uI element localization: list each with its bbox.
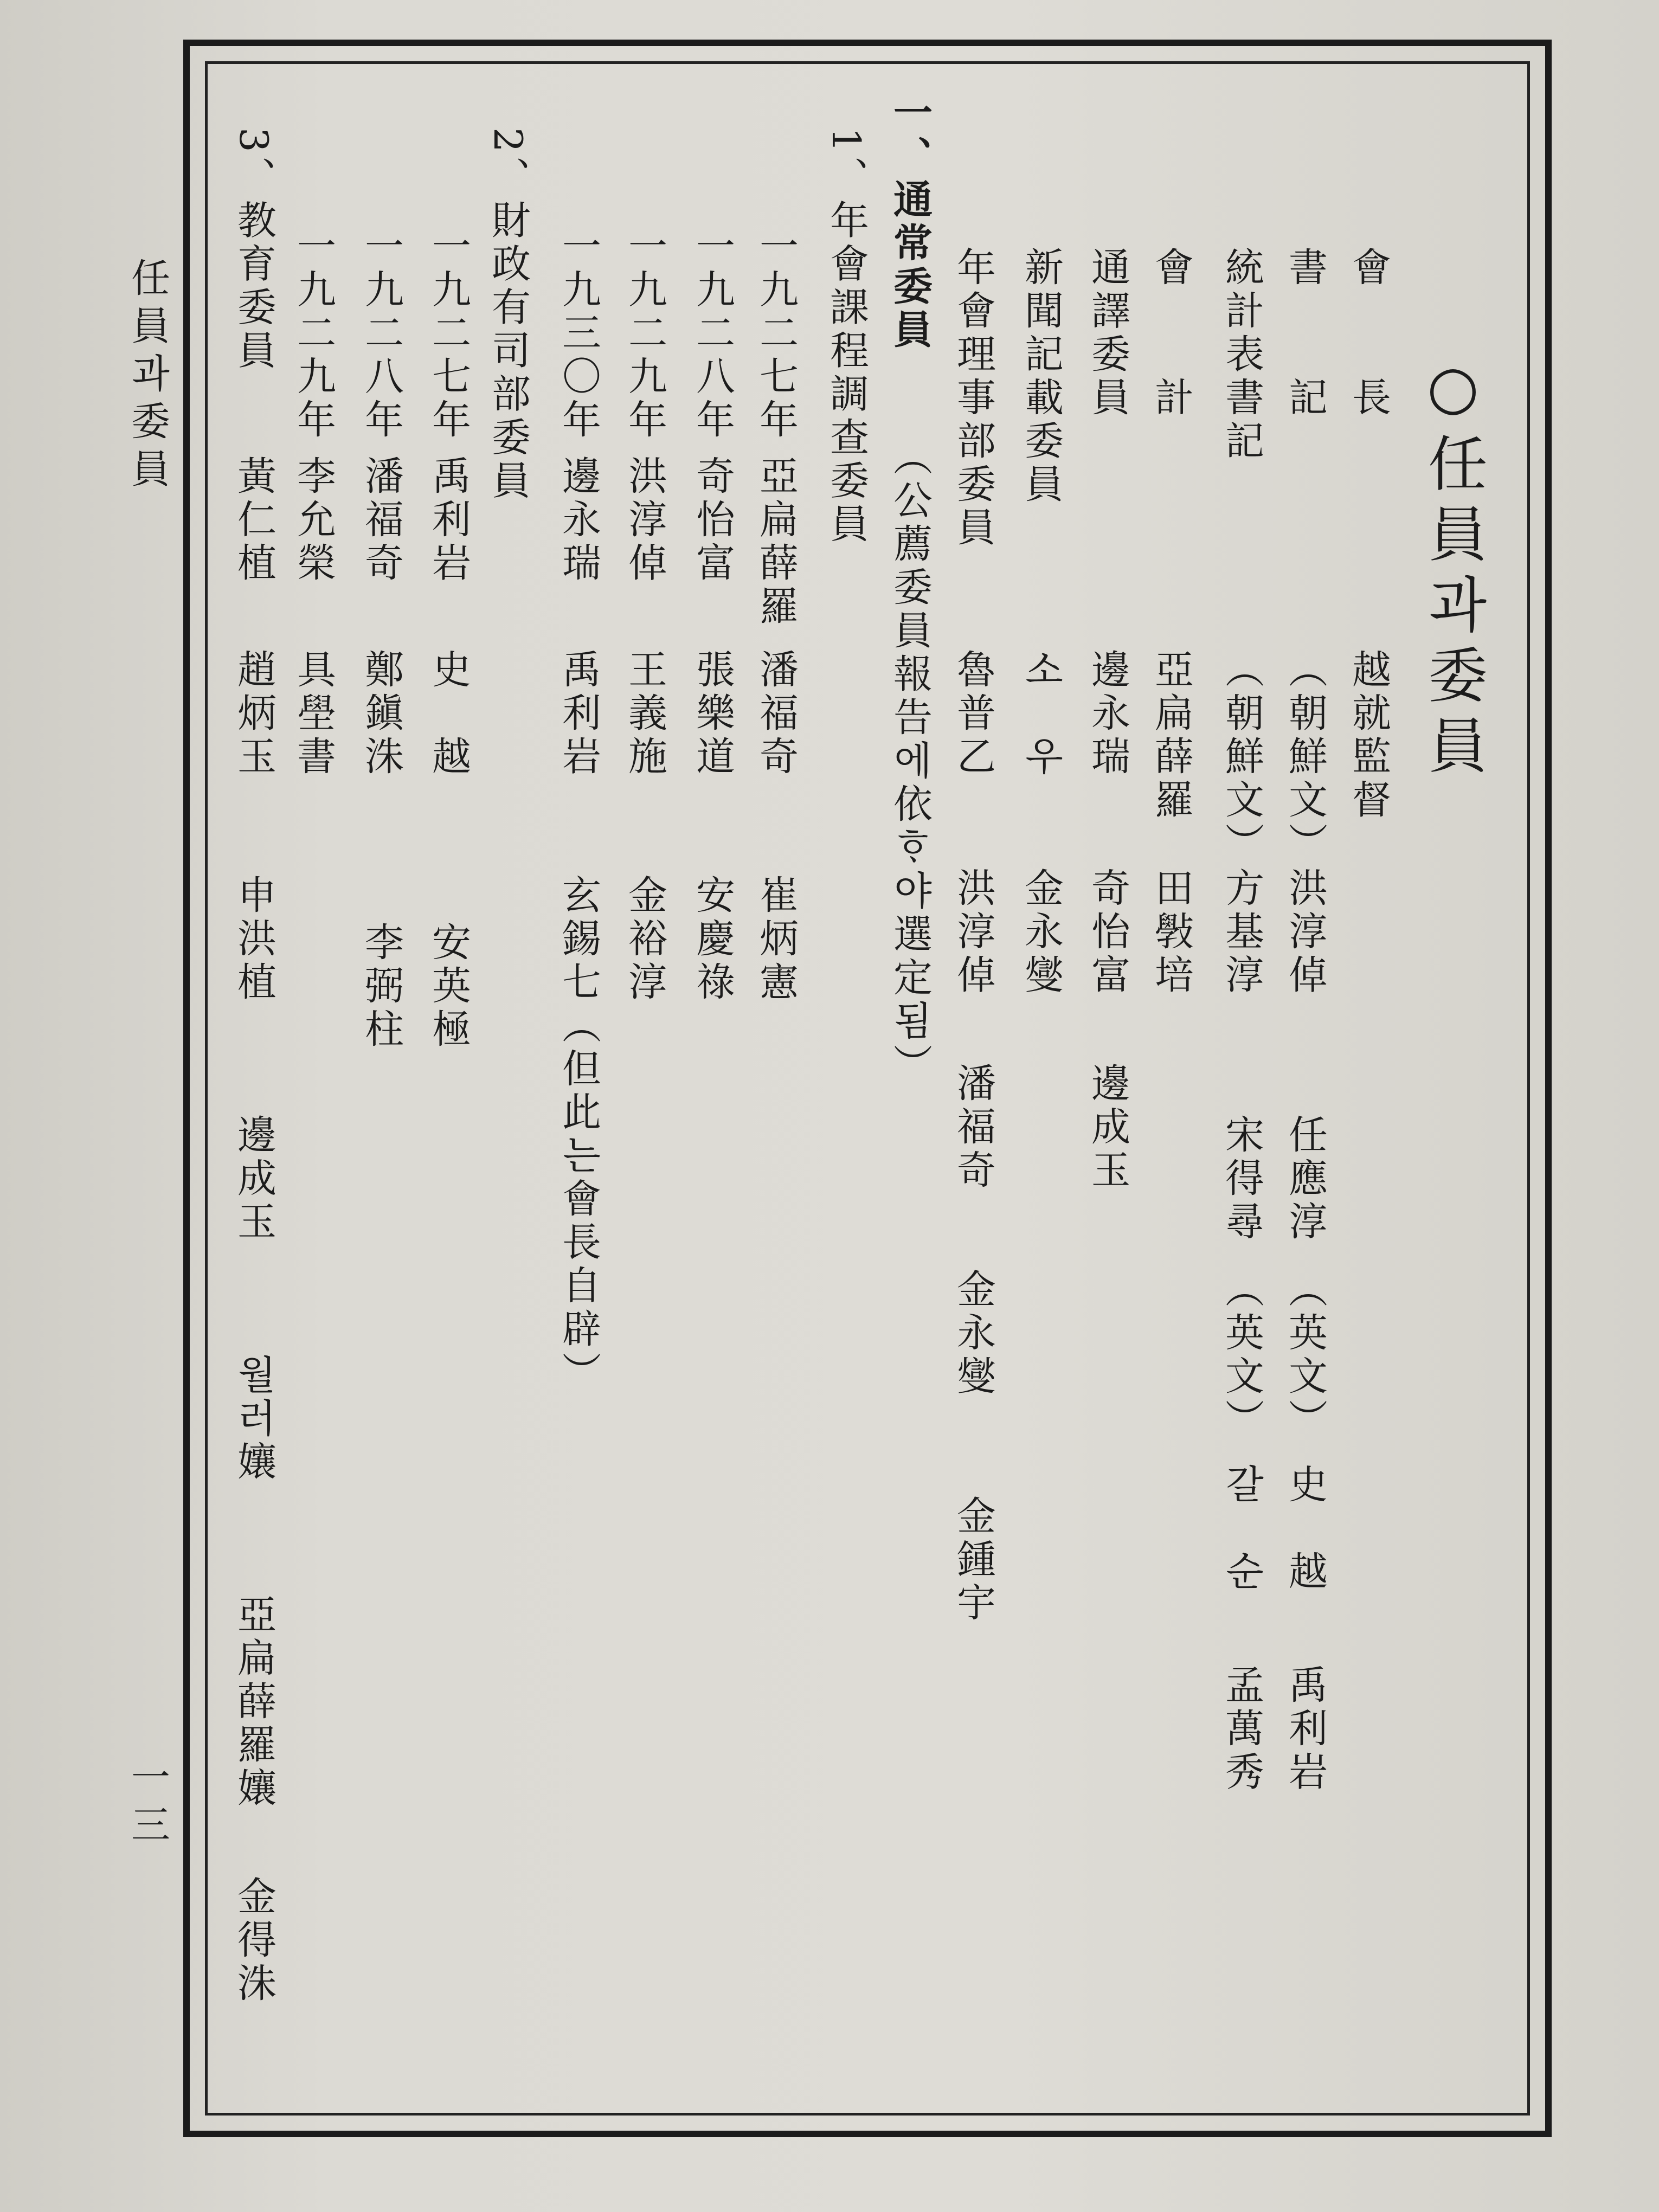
officer-name: 任應淳 xyxy=(1282,1114,1328,1244)
committee-year: 一九二九年 xyxy=(622,226,667,442)
officer-name: 金永燮 xyxy=(950,1269,996,1399)
committee-member: 潘福奇 xyxy=(753,649,799,779)
officer-name: 邊成玉 xyxy=(1085,1063,1130,1193)
officer-role: 會 計 xyxy=(1148,247,1194,420)
page-title: ○任員과委員 xyxy=(1418,352,1488,785)
committee-member: 월러孃 xyxy=(231,1354,276,1484)
committee-member: 金裕淳 xyxy=(622,874,667,1005)
running-title: 任員과委員 xyxy=(125,258,170,496)
committee-year: 一九二七年 xyxy=(753,226,799,442)
committee-member: 奇怡富 xyxy=(690,455,735,586)
page-number: 一三 xyxy=(125,1757,170,1852)
committee-member: 玄錫七（但此는會長自辟） xyxy=(556,874,601,1395)
subsection-heading: 3、教育委員 xyxy=(231,127,276,374)
committee-member: 邊成玉 xyxy=(231,1114,276,1244)
subsection-heading: 1、年會課程調查委員 xyxy=(824,127,869,547)
officer-name: （英文） xyxy=(1219,1269,1264,1442)
officer-role: 通譯委員 xyxy=(1085,247,1130,420)
officer-name: 史 越 xyxy=(1282,1464,1328,1594)
committee-member: 史 越 xyxy=(426,649,471,779)
officer-name: 갈 순 xyxy=(1219,1464,1264,1594)
officer-role: 書 記 xyxy=(1282,247,1328,420)
officer-name: 奇怡富 xyxy=(1085,867,1130,998)
committee-member: 亞扁薛羅孃 xyxy=(231,1594,276,1811)
officer-name: （朝鮮文） xyxy=(1219,649,1264,866)
committee-year: 一九二八年 xyxy=(358,226,404,442)
committee-member: 李允榮 xyxy=(291,455,336,586)
officer-name: 孟萬秀 xyxy=(1219,1664,1264,1795)
officer-name: 邊永瑞 xyxy=(1085,649,1130,779)
officer-name: 田斅培 xyxy=(1148,867,1194,998)
committee-member: 張樂道 xyxy=(690,649,735,779)
committee-year: 一九二七年 xyxy=(426,226,471,442)
officer-name: 亞扁薛羅 xyxy=(1148,649,1194,822)
officer-name: 魯普乙 xyxy=(950,649,996,779)
officer-role: 會 長 xyxy=(1346,247,1391,420)
committee-member: 禹利岩 xyxy=(556,649,601,779)
officer-name: 方基淳 xyxy=(1219,867,1264,998)
officer-name: 洪淳倬 xyxy=(1282,867,1328,998)
committee-member: 王義施 xyxy=(622,649,667,779)
committee-member: 申洪植 xyxy=(231,874,276,1005)
officer-name: 洪淳倬 xyxy=(950,867,996,998)
officer-name: 宋得尋 xyxy=(1219,1114,1264,1244)
committee-member: 洪淳倬 xyxy=(622,455,667,586)
committee-member: 邊永瑞 xyxy=(556,455,601,586)
officer-name: 소 우 xyxy=(1018,649,1064,779)
officer-role: 年會理事部委員 xyxy=(950,247,996,550)
officer-role: 新聞記載委員 xyxy=(1018,247,1064,507)
committee-member: 金得洙 xyxy=(231,1876,276,2006)
committee-member: 潘福奇 xyxy=(358,455,404,586)
committee-member: 安英極 xyxy=(426,922,471,1052)
committee-member: 黃仁植 xyxy=(231,455,276,586)
committee-member: 崔炳憲 xyxy=(753,874,799,1005)
committee-member: 鄭鎭洙 xyxy=(358,649,404,779)
officer-name: 潘福奇 xyxy=(950,1063,996,1193)
officer-role: 統計表書記 xyxy=(1219,247,1264,464)
committee-member: 禹利岩 xyxy=(426,455,471,586)
committee-member: 趙炳玉 xyxy=(231,649,276,779)
subsection-heading: 2、財政有司部委員 xyxy=(485,127,531,504)
committee-year: 一九三〇年 xyxy=(556,226,601,442)
committee-member: 亞扁薛羅 xyxy=(753,455,799,629)
committee-member: 安慶祿 xyxy=(690,874,735,1005)
officer-name: 金永燮 xyxy=(1018,867,1064,998)
committee-member: 李弼柱 xyxy=(358,922,404,1052)
officer-name: （朝鮮文） xyxy=(1282,649,1328,866)
officer-name: 禹利岩 xyxy=(1282,1664,1328,1795)
officer-name: 金鍾宇 xyxy=(950,1495,996,1625)
committee-year: 一九二八年 xyxy=(690,226,735,442)
section-heading: 一、通常委員 xyxy=(887,92,933,352)
officer-name: （英文） xyxy=(1282,1269,1328,1442)
committee-year: 一九二九年 xyxy=(291,226,336,442)
officer-name: 越就監督 xyxy=(1346,649,1391,822)
committee-member: 具壆書 xyxy=(291,649,336,779)
section-note: （公薦委員報告에依ᄒᆞ야選定됨） xyxy=(887,436,933,1087)
